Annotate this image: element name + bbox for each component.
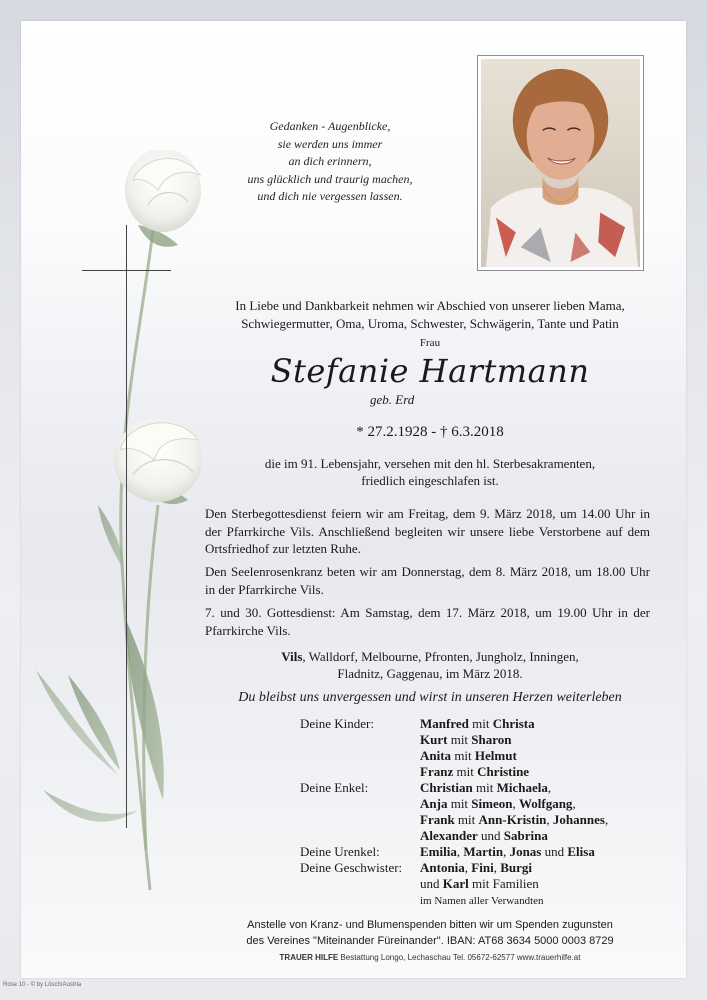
age-line: friedlich eingeschlafen ist. [361,473,499,488]
poem-line: Gedanken - Augenblicke, [269,119,391,133]
family-member: Alexander und Sabrina [420,828,548,843]
funeral-service-text: Den Sterbegottesdienst feiern wir am Freitag, dem 9. März 2018, um 14.00 Uhr in der Pfarrkirche Vils. Anschließend begleiten wir unsere liebe Verstorbene auf dem Ortsfriedhof zur letzten Ruhe. [205,506,650,556]
relatives-note: im Namen aller Verwandten [420,895,544,907]
places-line1: , Walldorf, Melbourne, Pfronten, Jungholz, Inningen, [302,649,579,664]
memorial-mass-text: 7. und 30. Gottesdienst: Am Samstag, dem 17. März 2018, um 19.00 Uhr in der Pfarrkirche Vils. [205,605,650,638]
intro-line: In Liebe und Dankbarkeit nehmen wir Abschied von unserer lieben Mama, [235,298,625,313]
poem-line: an dich erinnern, [288,154,372,168]
poem-line: uns glücklich und traurig machen, [247,171,413,186]
poem-line: sie werden uns immer [277,136,383,151]
family-row [300,860,660,876]
places-line2: Fladnitz, Gaggenau, im März 2018. [337,666,523,681]
family-list [300,716,660,908]
family-row [300,812,660,828]
birth-name: geb. Erd [370,392,415,407]
family-row [300,892,660,908]
motto: Du bleibst uns unvergessen und wirst in unseren Herzen weiterleben [238,690,622,705]
family-member: Franz mit Christine [420,764,530,779]
family-row [300,876,660,892]
family-member: Kurt mit Sharon [420,732,512,747]
place-first: Vils [281,649,303,664]
intro-text [180,297,680,333]
white-roses-illustration [28,150,218,900]
family-row [300,764,660,780]
family-member: Anita mit Helmut [420,748,517,763]
notice-line: Anstelle von Kranz- und Blumenspenden bitten wir um Spenden zugunsten [247,919,613,931]
image-credit: Rose 10 - © by Lösch/Austria [3,982,82,988]
relation-label: Deine Urenkel: [300,844,380,859]
life-dates: * 27.2.1928 - † 6.3.2018 [356,424,504,440]
relation-label: Deine Enkel: [300,780,369,795]
family-row [300,748,660,764]
relation-label: Deine Geschwister: [300,860,403,875]
cross-horizontal-bar [82,270,171,271]
donation-notice [180,917,680,949]
funeral-home-footer [180,953,680,962]
family-member: Christian mit Michaela, [420,780,552,795]
portrait-photo [477,55,644,271]
rosary-text: Den Seelenrosenkranz beten wir am Donnerstag, dem 8. März 2018, um 18.00 Uhr in der Pfarrkirche Vils. [205,564,650,597]
family-row [300,716,660,732]
places-text [180,648,680,682]
family-member: Antonia, Fini, Burgi [420,860,532,875]
family-row [300,844,660,860]
relation-label: Deine Kinder: [300,716,375,731]
family-row [300,780,660,796]
salutation: Frau [419,337,441,349]
family-member: Frank mit Ann-Kristin, Johannes, [420,812,609,827]
footer-brand: TRAUER HILFE [279,953,339,962]
family-member: Emilia, Martin, Jonas und Elisa [420,844,595,859]
intro-line: Schwiegermutter, Oma, Uroma, Schwester, Schwägerin, Tante und Patin [241,316,619,331]
family-member: Manfred mit Christa [420,716,535,731]
family-row [300,828,660,844]
cross-vertical-bar [126,225,127,828]
family-row [300,796,660,812]
age-text [180,455,680,489]
notice-line: des Vereines "Miteinander Füreinander". IBAN: AT68 3634 5000 0003 8729 [246,935,614,947]
deceased-name: Stefanie Hartmann [270,352,590,390]
poem-line: und dich nie vergessen lassen. [257,189,403,203]
family-row [300,732,660,748]
footer-text: Bestattung Longo, Lechaschau Tel. 05672-62577 www.trauerhilfe.at [338,953,581,962]
family-member: Anja mit Simeon, Wolfgang, [420,796,576,811]
poem [230,118,430,206]
portrait-image [481,59,640,267]
family-member: und Karl mit Familien [420,876,539,891]
age-line: die im 91. Lebensjahr, versehen mit den hl. Sterbesakramenten, [264,456,596,471]
